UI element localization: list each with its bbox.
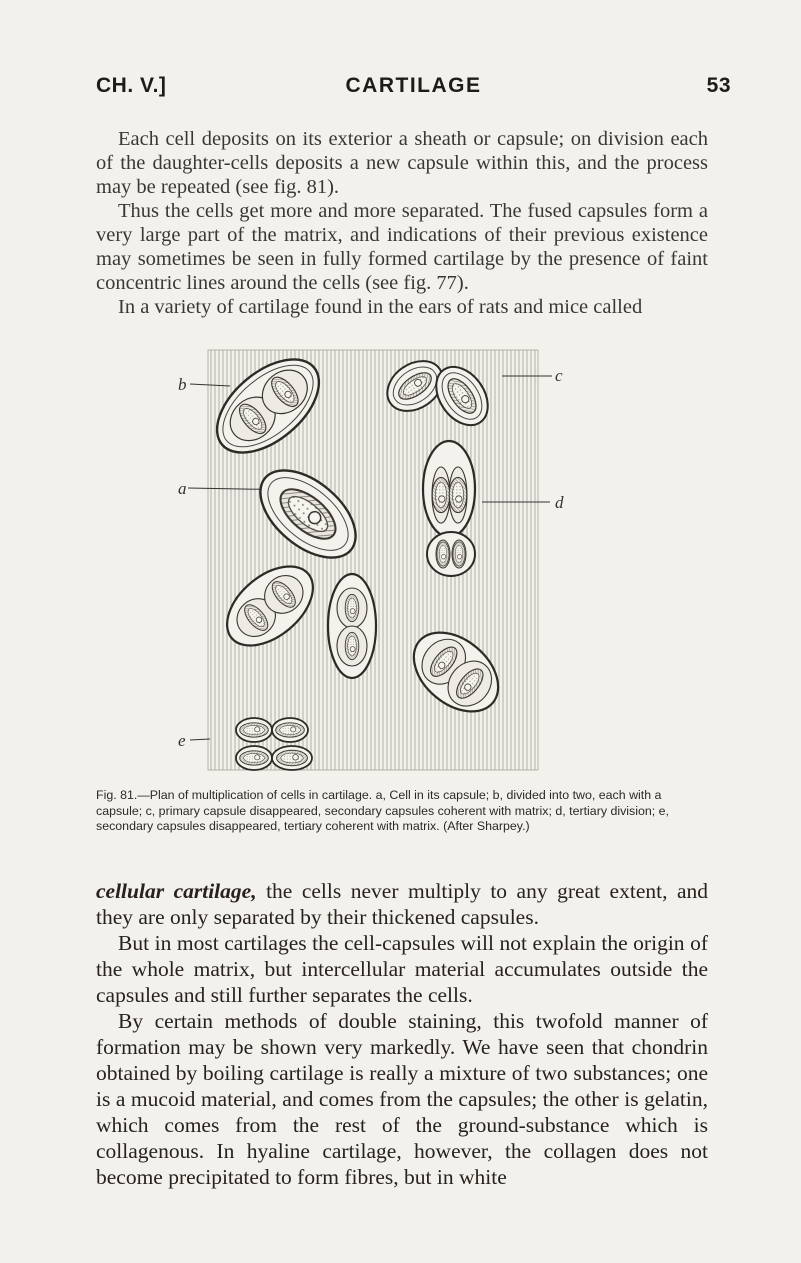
paragraph-continuation: the cells never multiply to any great extent, and they are only separated by their thickened capsules. (96, 879, 708, 929)
caption-text: Fig. 81.—Plan of multiplication of cells in cartilage. a, Cell in its capsule; b, divided into two, each with a capsule; c, primary capsule disappeared, secondary capsules coherent with matrix; d, tertiary division; e, secondary capsules disappeared, tertiary coherent with matrix. (After Sharpey.) (96, 788, 669, 833)
top-body-text (96, 127, 708, 319)
cell-group-center (328, 574, 376, 678)
paragraph: In a variety of cartilage found in the ears of rats and mice called (118, 296, 643, 318)
label-a: a (178, 479, 187, 498)
label-b: b (178, 375, 187, 394)
label-e: e (178, 731, 186, 750)
label-c: c (555, 366, 563, 385)
paragraph: Thus the cells get more and more separated. The fused capsules form a very large part of the matrix, and indications of their previous existence may sometimes be seen in fully formed cartilage by the presence of faint concentric lines around the cells (see fig. 77). (96, 200, 708, 294)
running-title: CARTILAGE (345, 74, 482, 97)
cartilage-cell-multiplication-figure (150, 344, 590, 776)
paragraph: Each cell deposits on its exterior a sheath or capsule; on division each of the daughter-cells deposits a new capsule within this, and the process may be repeated (see fig. 81). (96, 128, 708, 198)
cell-d-tertiary-division (423, 441, 475, 576)
paragraph (96, 878, 708, 930)
emphasis-term: cellular cartilage, (96, 879, 257, 903)
running-header (96, 74, 731, 108)
chapter-marker: CH. V.] (96, 74, 167, 97)
paragraph: By certain methods of double staining, this twofold manner of formation may be shown very markedly. We have seen that chondrin obtained by boiling cartilage is really a mixture of two substances; one is a mucoid material, and comes from the capsules; the other is gelatin, which comes from the rest of the ground-substance which is collagenous. In hyaline cartilage, however, the collagen does not become precipitated to form fibres, but in white (96, 1009, 708, 1189)
figure-caption (96, 788, 708, 835)
paragraph: But in most cartilages the cell-capsules will not explain the origin of the whole matrix, but intercellular material accumulates outside the capsules and still further separates the cells. (96, 931, 708, 1007)
bottom-body-text (96, 878, 708, 1190)
page-number: 53 (706, 74, 731, 97)
label-d: d (555, 493, 564, 512)
